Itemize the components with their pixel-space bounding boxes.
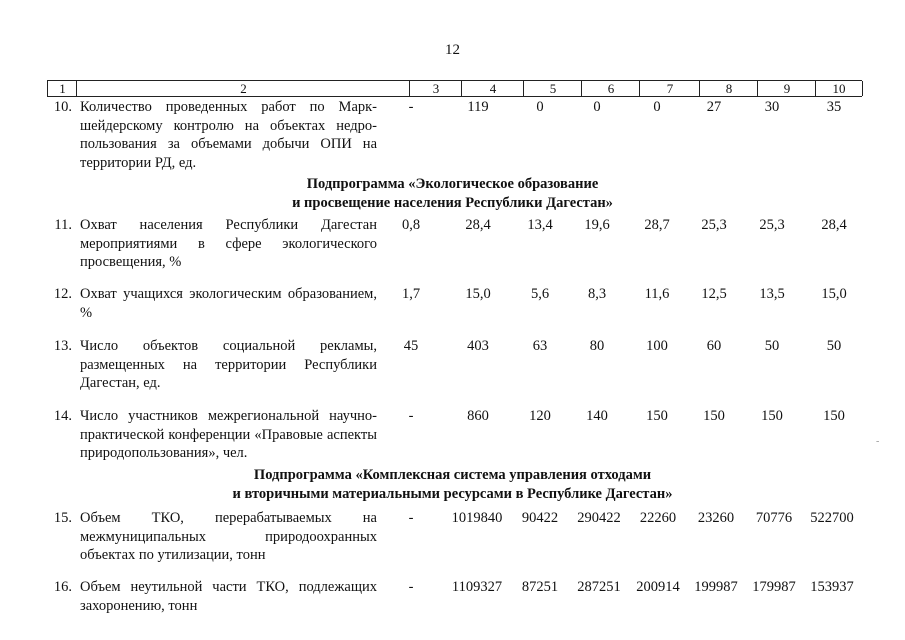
cell-value: 80	[589, 338, 605, 354]
cell-value: 90422	[521, 510, 559, 526]
column-header: 2	[76, 81, 410, 96]
cell-value: 150	[703, 408, 725, 424]
row-number: 10.	[53, 99, 72, 115]
cell-value: 70776	[755, 510, 793, 526]
cell-value: 12,5	[701, 286, 727, 302]
cell-value: 19,6	[584, 217, 610, 233]
row-number: 11.	[54, 217, 72, 233]
row-description: Число объектов социальной рекламы, размещенных на территории Республики Дагестан, ед.	[80, 338, 377, 392]
row-description: Число участников межрегиональной научно-практической конференции «Правовые аспекты природопользования», чел.	[80, 408, 377, 462]
column-header: 7	[639, 81, 700, 96]
cell-value: 63	[532, 338, 548, 354]
cell-value: 179987	[752, 579, 796, 595]
cell-value: 45	[403, 338, 419, 354]
cell-value: 15,0	[821, 286, 847, 302]
scan-speck: ‐	[876, 436, 880, 447]
cell-value: 27	[706, 99, 722, 115]
cell-value: -	[408, 99, 414, 115]
row-number: 12.	[53, 286, 72, 302]
cell-value: 120	[529, 408, 551, 424]
cell-value: 153937	[810, 579, 854, 595]
cell-value: 119	[467, 99, 489, 115]
column-header: 8	[699, 81, 758, 96]
cell-value: 140	[586, 408, 608, 424]
cell-value: 860	[467, 408, 489, 424]
cell-value: 1109327	[451, 579, 503, 595]
section-heading	[0, 175, 905, 213]
row-number: 16.	[53, 579, 72, 595]
section-heading-line: Подпрограмма «Экологическое образование	[306, 176, 599, 192]
cell-value: 23260	[697, 510, 735, 526]
cell-value: 15,0	[465, 286, 491, 302]
row-number: 14.	[53, 408, 72, 424]
cell-value: 60	[706, 338, 722, 354]
row-number: 13.	[53, 338, 72, 354]
column-header: 5	[523, 81, 582, 96]
cell-value: 0	[653, 99, 661, 115]
cell-value: 199987	[694, 579, 738, 595]
cell-value: 0,8	[401, 217, 421, 233]
cell-value: 290422	[577, 510, 621, 526]
cell-value: 1,7	[401, 286, 421, 302]
cell-value: 522700	[810, 510, 854, 526]
cell-value: 28,4	[465, 217, 491, 233]
column-header: 6	[581, 81, 640, 96]
row-description: Объем ТКО, перерабатываемых на межмуниципальных природоохранных объектах по утилизации, тонн	[80, 510, 377, 564]
cell-value: 200914	[636, 579, 680, 595]
page-number: 12	[445, 42, 460, 58]
cell-value: 25,3	[701, 217, 727, 233]
column-header: 3	[409, 81, 462, 96]
cell-value: 50	[764, 338, 780, 354]
section-heading-line: и просвещение населения Республики Дагестан»	[292, 195, 613, 211]
cell-value: 35	[826, 99, 842, 115]
cell-value: 150	[646, 408, 668, 424]
section-heading	[0, 466, 905, 504]
cell-value: 25,3	[759, 217, 785, 233]
row-number: 15.	[53, 510, 72, 526]
cell-value: 287251	[577, 579, 621, 595]
cell-value: 28,7	[644, 217, 670, 233]
column-header: 4	[461, 81, 524, 96]
cell-value: -	[408, 579, 414, 595]
cell-value: 11,6	[644, 286, 670, 302]
cell-value: -	[408, 510, 414, 526]
row-description: Количество проведенных работ по Марк-шейдерскому контролю на объектах недро-пользования за объемами добычи ОПИ на территории РД, ед.	[80, 99, 377, 171]
column-header: 1	[47, 81, 77, 96]
cell-value: 100	[646, 338, 668, 354]
cell-value: 1019840	[451, 510, 503, 526]
cell-value: -	[408, 408, 414, 424]
cell-value: 150	[823, 408, 845, 424]
cell-value: 50	[826, 338, 842, 354]
row-description: Объем неутильной части ТКО, подлежащих захоронению, тонн	[80, 579, 377, 614]
cell-value: 150	[761, 408, 783, 424]
cell-value: 87251	[521, 579, 559, 595]
cell-value: 30	[764, 99, 780, 115]
cell-value: 0	[536, 99, 544, 115]
section-heading-line: и вторичными материальными ресурсами в Республике Дагестан»	[232, 486, 673, 502]
row-description: Охват населения Республики Дагестан мероприятиями в сфере экологического просвещения, %	[80, 217, 377, 271]
cell-value: 22260	[639, 510, 677, 526]
cell-value: 8,3	[587, 286, 607, 302]
column-header: 9	[757, 81, 816, 96]
table-header	[47, 80, 862, 97]
cell-value: 403	[467, 338, 489, 354]
cell-value: 13,5	[759, 286, 785, 302]
cell-value: 13,4	[527, 217, 553, 233]
column-header: 10	[815, 81, 863, 96]
cell-value: 5,6	[530, 286, 550, 302]
cell-value: 0	[593, 99, 601, 115]
row-description: Охват учащихся экологическим образованием, %	[80, 286, 377, 321]
section-heading-line: Подпрограмма «Комплексная система управления отходами	[253, 467, 652, 483]
cell-value: 28,4	[821, 217, 847, 233]
